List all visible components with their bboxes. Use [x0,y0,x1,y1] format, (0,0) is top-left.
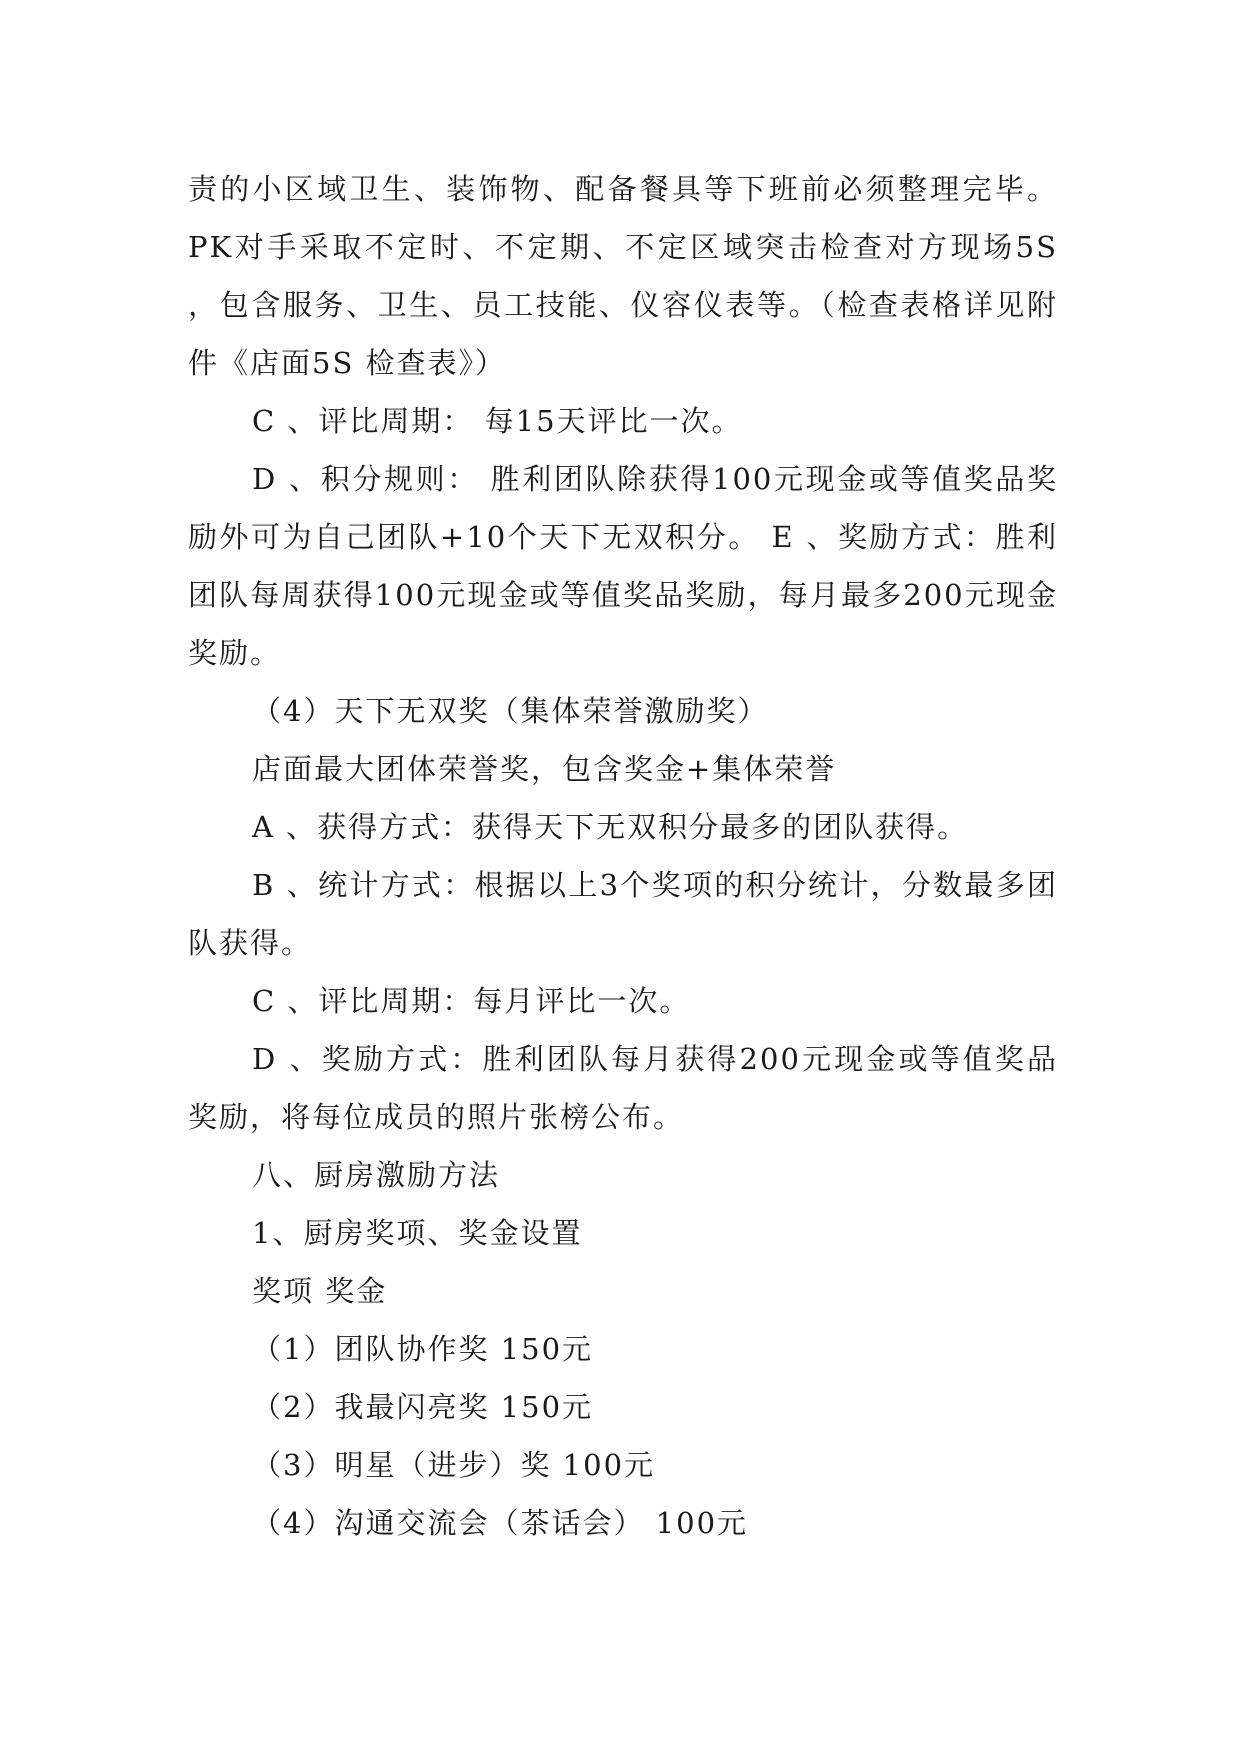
award-item-teamwork: （1）团队协作奖 150元 [252,1332,594,1366]
paragraph-reward-method: D 、奖励方式：胜利团队每月获得200元现金或等值奖品奖励，将每位成员的照片张榜公布。 [188,1042,1058,1134]
award-item-progress-star: （3）明星（进步）奖 100元 [252,1448,656,1482]
paragraph-award-description: 店面最大团体荣誉奖，包含奖金+集体荣誉 [252,752,837,786]
document-body [188,160,1058,1552]
award-table-header: 奖项 奖金 [252,1274,388,1308]
section-heading-kitchen-incentives: 八、厨房激励方法 [252,1158,501,1192]
paragraph-counting-method: B 、统计方式：根据以上3个奖项的积分统计，分数最多团队获得。 [188,868,1058,960]
paragraph-points-rules: D 、积分规则： 胜利团队除获得100元现金或等值奖品奖励外可为自己团队+10个天下无双积分。 E 、奖励方式：胜利团队每周获得100元现金或等值奖品奖励，每月最多200元现金奖励。 [188,462,1058,670]
paragraph-monthly-cycle: C 、评比周期：每月评比一次。 [252,984,691,1018]
award-item-communication-meeting: （4）沟通交流会（茶话会） 100元 [252,1506,749,1540]
paragraph-evaluation-cycle: C 、评比周期： 每15天评比一次。 [252,404,743,438]
paragraph-how-to-win: A 、获得方式：获得天下无双积分最多的团队获得。 [252,810,969,844]
award-item-shining-star: （2）我最闪亮奖 150元 [252,1390,594,1424]
paragraph-continuation: 责的小区域卫生、装饰物、配备餐具等下班前必须整理完毕。PK对手采取不定时、不定期、不定区域突击检查对方现场5S ，包含服务、卫生、员工技能、仪容仪表等。（检查表格详见附件《店面5S 检查表》） [188,172,1058,380]
subsection-heading-awards-setup: 1、厨房奖项、奖金设置 [252,1216,583,1250]
section-heading-award-4: （4）天下无双奖（集体荣誉激励奖） [252,694,769,728]
